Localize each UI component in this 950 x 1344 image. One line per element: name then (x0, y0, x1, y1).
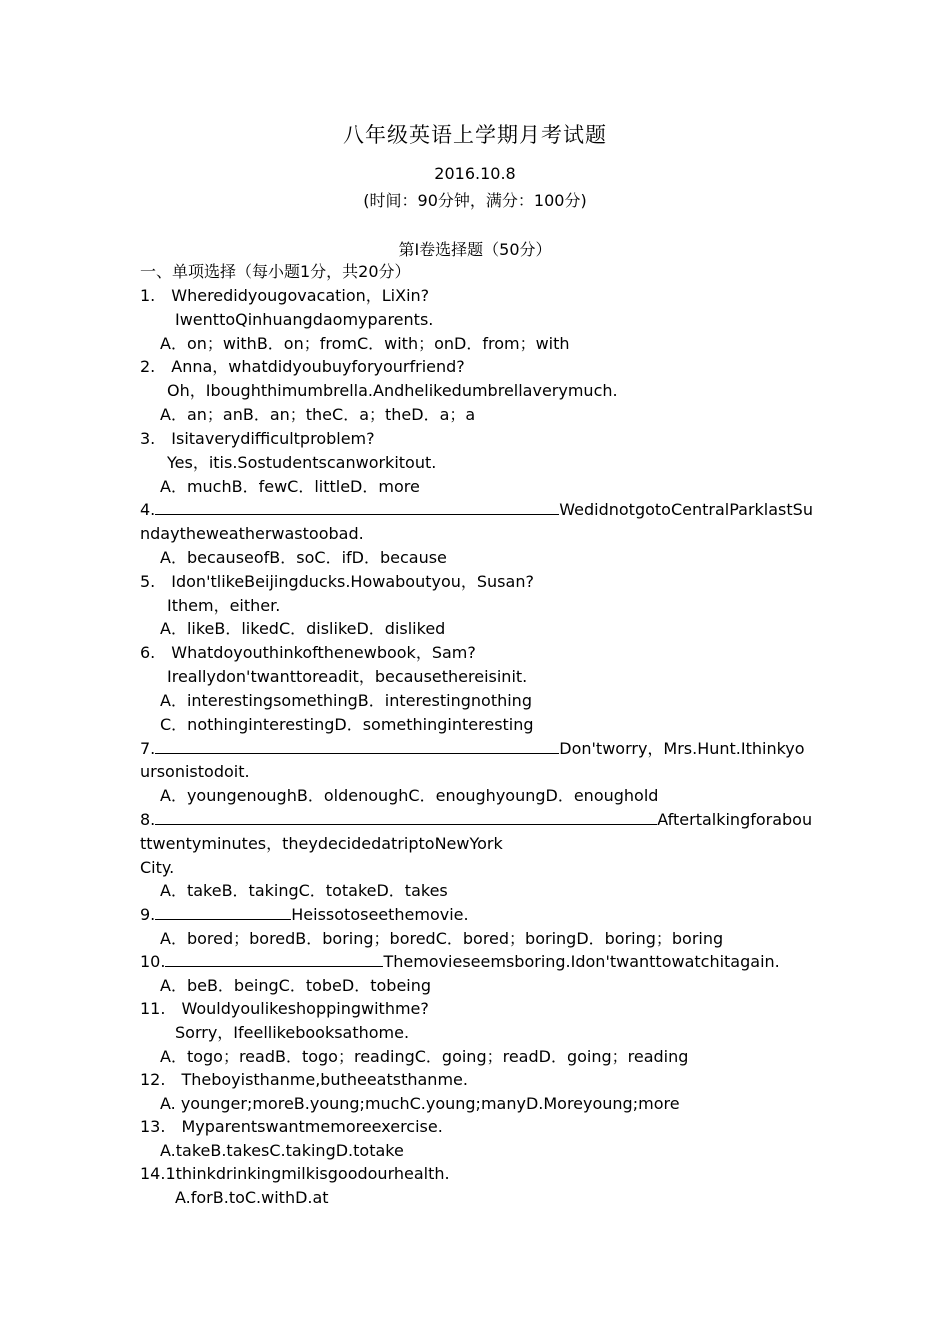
question-4-text: WedidnotgotoCentralParklastSu (559, 500, 813, 519)
question-7 (140, 738, 815, 760)
question-10-options: A．beB．beingC．tobeD．tobeing (160, 976, 432, 995)
question-4-number: 4. (140, 500, 156, 519)
question-9 (140, 904, 815, 926)
answer-blank (165, 951, 383, 967)
question-14-options: A.forB.toC.withD.at (175, 1188, 329, 1207)
question-7-text: Don'tworry，Mrs.Hunt.Ithinkyo (559, 739, 805, 758)
question-2: 2. Anna，whatdidyoubuyforyourfriend? (140, 357, 465, 376)
question-4-options: A．becauseofB．soC．ifD．because (160, 548, 447, 567)
question-5: 5. Idon'tlikeBeijingducks.Howaboutyou，Susan? (140, 572, 534, 591)
question-3-options: A．muchB．fewC．littleD．more (160, 477, 420, 496)
question-13: 13. Myparentswantmemoreexercise. (140, 1117, 443, 1136)
question-9-number: 9. (140, 905, 156, 924)
question-8-text: Aftertalkingforabou (657, 810, 813, 829)
question-1-options: A．on；withB．on；fromC．with；onD．from；with (160, 334, 570, 353)
question-11-reply: Sorry，Ifeellikebooksathome. (175, 1023, 410, 1042)
question-14: 14.1thinkdrinkingmilkisgoodourhealth. (140, 1164, 450, 1183)
answer-blank (155, 738, 559, 754)
question-8-options: A．takeB．takingC．totakeD．takes (160, 881, 448, 900)
question-3-reply: Yes，itis.Sostudentscanworkitout. (167, 453, 437, 472)
question-7-continued: ursonistodoit. (140, 762, 250, 781)
exam-title: 八年级英语上学期月考试题 (343, 123, 607, 147)
question-2-options: A．an；anB．an；theC．a；theD．a；a (160, 405, 476, 424)
question-10-number: 10. (140, 952, 166, 971)
question-7-options: A．youngenoughB．oldenoughC．enoughyoungD．enoughold (160, 786, 659, 805)
question-8-continued-2: City. (140, 858, 175, 877)
question-8-continued: ttwentyminutes，theydecidedatriptoNewYork (140, 834, 503, 853)
question-12-options: A. younger;moreB.young;muchC.young;manyD.Moreyoung;more (160, 1094, 680, 1113)
answer-blank (155, 809, 657, 825)
question-11: 11. Wouldyoulikeshoppingwithme? (140, 999, 429, 1018)
question-8 (140, 809, 815, 831)
question-9-text: Heissotoseethemovie. (291, 905, 469, 924)
question-7-number: 7. (140, 739, 156, 758)
question-12: 12. Theboyisthanme,butheeatsthanme. (140, 1070, 468, 1089)
exam-time-info: (时间：90分钟，满分：100分) (363, 191, 587, 210)
question-6-options-ab: A．interestingsomethingB．interestingnothing (160, 691, 532, 710)
exam-date: 2016.10.8 (434, 164, 516, 183)
question-4 (140, 499, 815, 521)
answer-blank (155, 499, 559, 515)
question-1: 1. Wheredidyougovacation，LiXin? (140, 286, 430, 305)
question-6-reply: Ireallydon'twanttoreadit，becausethereisinit. (167, 667, 528, 686)
question-6: 6. Whatdoyouthinkofthenewbook，Sam? (140, 643, 476, 662)
question-3: 3. Isitaverydifficultproblem? (140, 429, 375, 448)
volume-heading: 第I卷选择题（50分） (398, 240, 552, 259)
question-10-text: Themovieseemsboring.Idon'twanttowatchitagain. (383, 952, 780, 971)
question-8-number: 8. (140, 810, 156, 829)
question-10 (140, 951, 815, 973)
question-6-options-cd: C．nothinginterestingD．somethinginteresting (160, 715, 534, 734)
answer-blank (155, 904, 291, 920)
question-13-options: A.takeB.takesC.takingD.totake (160, 1141, 404, 1160)
question-1-reply: IwenttoQinhuangdaomyparents. (175, 310, 434, 329)
question-9-options: A．bored；boredB．boring；boredC．bored；boringD．boring；boring (160, 929, 724, 948)
question-5-options: A．likeB．likedC．dislikeD．disliked (160, 619, 446, 638)
section-heading: 一、单项选择（每小题1分，共20分） (140, 262, 411, 281)
question-2-reply: Oh，Iboughthimumbrella.Andhelikedumbrellaverymuch. (167, 381, 618, 400)
question-5-reply: Ithem，either. (167, 596, 281, 615)
question-4-continued: ndaytheweatherwastoobad. (140, 524, 364, 543)
question-11-options: A．togo；readB．togo；readingC．going；readD．going；reading (160, 1047, 689, 1066)
